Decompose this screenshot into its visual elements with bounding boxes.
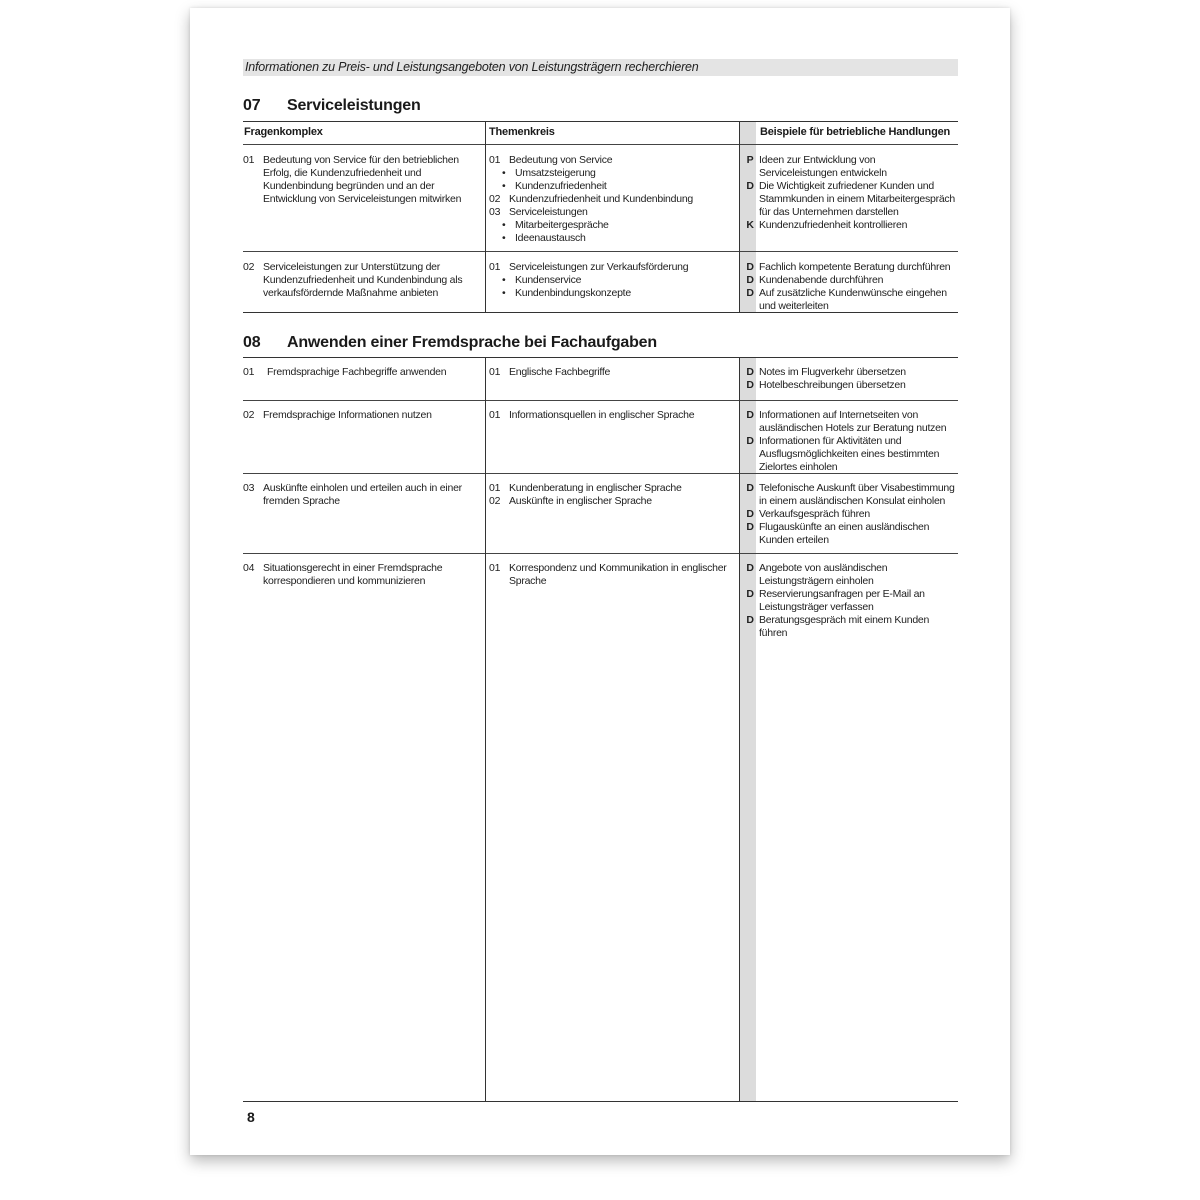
question-cell	[243, 482, 475, 508]
action-text: Beratungsgespräch mit einem Kunden führen	[759, 614, 930, 639]
action-text: Angebote von ausländischen Leistungsträgern einholen	[759, 562, 888, 587]
column-header-beispiele: Beispiele für betriebliche Handlungen	[760, 126, 951, 138]
running-header: Informationen zu Preis- und Leistungsangeboten von Leistungsträgern recherchieren	[243, 59, 958, 76]
action-item	[741, 366, 956, 379]
item-number: 01	[489, 482, 501, 494]
topic-item	[489, 206, 737, 219]
action-code: D	[746, 562, 754, 574]
action-code: D	[746, 588, 754, 600]
item-number: 01	[243, 154, 255, 166]
section-07-title	[243, 97, 421, 115]
action-code: D	[746, 521, 754, 533]
question-text: Auskünfte einholen und erteilen auch in einer fremden Sprache	[263, 482, 462, 507]
action-code: D	[746, 261, 754, 273]
action-code: K	[746, 219, 754, 231]
section-08-title	[243, 334, 657, 352]
action-text: Hotelbeschreibungen übersetzen	[759, 379, 906, 391]
table-rule	[243, 1101, 958, 1102]
action-text: Kundenabende durchführen	[759, 274, 884, 286]
table-rule	[243, 553, 958, 554]
topic-text: Korrespondenz und Kommunikation in englischer Sprache	[509, 562, 727, 587]
item-number: 01	[489, 261, 501, 273]
action-item	[741, 154, 956, 180]
bullet-item: • Kundenzufriedenheit	[502, 180, 737, 193]
section-number: 08	[243, 334, 261, 351]
action-code: D	[746, 366, 754, 378]
action-text: Notes im Flugverkehr übersetzen	[759, 366, 906, 378]
item-number: 02	[489, 495, 501, 507]
bullet-item: • Mitarbeitergespräche	[502, 219, 737, 232]
action-text: Fachlich kompetente Beratung durchführen	[759, 261, 951, 273]
action-item	[741, 508, 956, 521]
topic-item	[489, 154, 737, 167]
document-page	[190, 8, 1010, 1155]
section-title-text: Serviceleistungen	[287, 97, 421, 114]
action-cell	[741, 482, 956, 547]
topic-item	[489, 482, 737, 495]
topic-item	[489, 366, 737, 379]
action-text: Reservierungsanfragen per E-Mail an Leistungsträger verfassen	[759, 588, 925, 613]
column-divider	[485, 121, 486, 312]
table-rule	[243, 144, 958, 145]
item-number: 04	[243, 562, 255, 574]
topic-text: Auskünfte in englischer Sprache	[509, 495, 652, 507]
item-number: 03	[489, 206, 501, 218]
page-number: 8	[247, 1109, 255, 1125]
table-rule	[243, 400, 958, 401]
question-text: Fremdsprachige Informationen nutzen	[263, 409, 432, 421]
action-code: D	[746, 409, 754, 421]
action-code: D	[746, 287, 754, 299]
action-item	[741, 562, 956, 588]
bullet-item: • Kundenservice	[502, 274, 737, 287]
topic-bullets	[489, 219, 737, 245]
action-text: Auf zusätzliche Kundenwünsche eingehen und weiterleiten	[759, 287, 947, 312]
topic-cell	[489, 409, 737, 422]
action-code: D	[746, 435, 754, 447]
question-item	[243, 409, 475, 422]
action-item	[741, 435, 956, 474]
topic-text: Kundenberatung in englischer Sprache	[509, 482, 682, 494]
action-text: Informationen für Aktivitäten und Ausflugsmöglichkeiten eines bestimmten Zielortes einholen	[759, 435, 940, 473]
bullet-item: • Ideenaustausch	[502, 232, 737, 245]
action-code: D	[746, 379, 754, 391]
action-text: Telefonische Auskunft über Visabestimmung in einem ausländischen Konsulat einholen	[759, 482, 955, 507]
column-divider	[485, 357, 486, 1101]
action-item	[741, 180, 956, 219]
question-cell	[243, 562, 475, 588]
action-text: Kundenzufriedenheit kontrollieren	[759, 219, 908, 231]
topic-bullets	[489, 274, 737, 300]
action-item	[741, 482, 956, 508]
action-text: Die Wichtigkeit zufriedener Kunden und Stammkunden in einem Mitarbeitergespräch für das Unternehmen darstellen	[759, 180, 956, 218]
action-item	[741, 219, 956, 232]
item-number: 02	[243, 261, 255, 273]
action-text: Informationen auf Internetseiten von ausländischen Hotels zur Beratung nutzen	[759, 409, 947, 434]
action-item	[741, 588, 956, 614]
bullet-item: • Kundenbindungskonzepte	[502, 287, 737, 300]
action-item	[741, 521, 956, 547]
action-item	[741, 261, 956, 274]
question-cell	[243, 261, 475, 300]
question-cell	[243, 366, 475, 379]
section-number: 07	[243, 97, 261, 114]
table-rule	[243, 251, 958, 252]
question-text: Fremdsprachige Fachbegriffe anwenden	[267, 366, 447, 378]
action-text: Flugauskünfte an einen ausländischen Kunden erteilen	[759, 521, 930, 546]
question-item	[243, 261, 475, 300]
topic-cell	[489, 562, 737, 588]
question-item	[243, 154, 475, 206]
topic-item	[489, 495, 737, 508]
action-item	[741, 274, 956, 287]
item-number: 01	[489, 409, 501, 421]
action-item	[741, 614, 956, 640]
action-text: Ideen zur Entwicklung von Serviceleistungen entwickeln	[759, 154, 887, 179]
action-cell	[741, 366, 956, 392]
action-cell	[741, 562, 956, 640]
topic-text: Kundenzufriedenheit und Kundenbindung	[509, 193, 694, 205]
question-text: Serviceleistungen zur Unterstützung der Kundenzufriedenheit und Kundenbindung als verkaufsfördernde Maßnahme anbieten	[263, 261, 463, 299]
action-text: Verkaufsgespräch führen	[759, 508, 870, 520]
topic-item	[489, 409, 737, 422]
topic-text: Serviceleistungen	[509, 206, 588, 218]
topic-cell	[489, 482, 737, 508]
topic-cell	[489, 261, 737, 300]
question-item	[243, 562, 475, 588]
column-header-fragenkomplex: Fragenkomplex	[244, 126, 323, 138]
item-number: 01	[489, 154, 501, 166]
action-code: D	[746, 508, 754, 520]
question-text: Situationsgerecht in einer Fremdsprache korrespondieren und kommunizieren	[263, 562, 443, 587]
action-cell	[741, 154, 956, 232]
action-code: D	[746, 180, 754, 192]
topic-item	[489, 562, 737, 588]
action-code: D	[746, 274, 754, 286]
action-cell	[741, 261, 956, 313]
topic-text: Englische Fachbegriffe	[509, 366, 611, 378]
section-title-text: Anwenden einer Fremdsprache bei Fachaufgaben	[287, 334, 657, 351]
action-item	[741, 409, 956, 435]
topic-cell	[489, 154, 737, 245]
item-number: 02	[243, 409, 255, 421]
topic-text: Informationsquellen in englischer Sprache	[509, 409, 695, 421]
action-item	[741, 379, 956, 392]
action-code: D	[746, 614, 754, 626]
topic-bullets	[489, 167, 737, 193]
item-number: 01	[489, 562, 501, 574]
question-text: Bedeutung von Service für den betrieblichen Erfolg, die Kundenzufriedenheit und Kundenbindung begründen und an der Entwicklung von Serviceleistungen mitwirken	[263, 154, 462, 205]
item-number: 01	[243, 366, 255, 378]
question-item	[243, 482, 475, 508]
item-number: 03	[243, 482, 255, 494]
table-rule	[243, 357, 958, 358]
question-cell	[243, 154, 475, 206]
topic-item	[489, 193, 737, 206]
item-number: 02	[489, 193, 501, 205]
topic-text: Bedeutung von Service	[509, 154, 613, 166]
action-code: P	[746, 154, 754, 166]
bullet-item: • Umsatzsteigerung	[502, 167, 737, 180]
column-divider	[739, 121, 740, 312]
column-divider	[739, 357, 740, 1101]
action-item	[741, 287, 956, 313]
action-cell	[741, 409, 956, 474]
table-rule	[243, 121, 958, 122]
column-header-themenkreis: Themenkreis	[489, 126, 555, 138]
item-number: 01	[489, 366, 501, 378]
topic-cell	[489, 366, 737, 379]
question-cell	[243, 409, 475, 422]
topic-item	[489, 261, 737, 274]
question-item	[243, 366, 475, 379]
action-code: D	[746, 482, 754, 494]
topic-text: Serviceleistungen zur Verkaufsförderung	[509, 261, 689, 273]
